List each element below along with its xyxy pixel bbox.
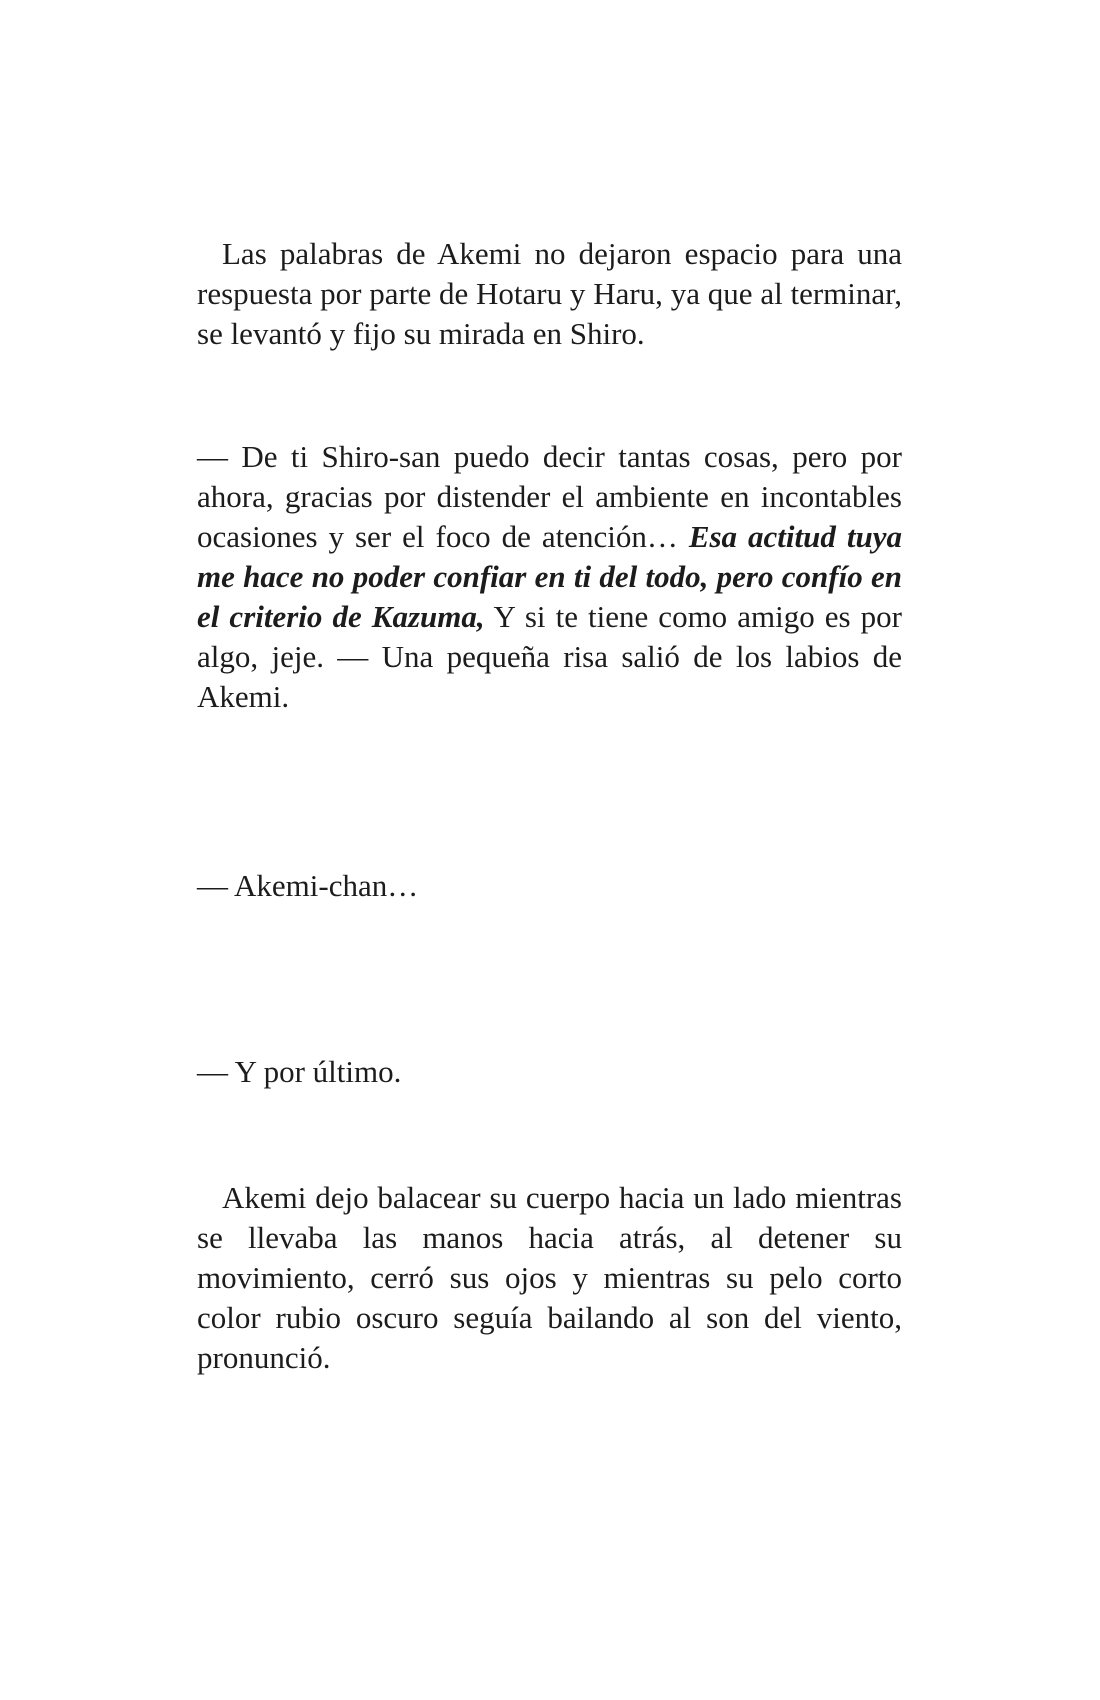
narration-paragraph: Las palabras de Akemi no dejaron espacio para una respuesta por parte de Hotaru y Haru, ya que al terminar, se levantó y fijo su mirada en Shiro. — [197, 236, 902, 351]
dialogue-emphasis: Esa actitud tuya me hace no poder confiar en ti del todo, pero confío en el criterio de Kazuma, — [197, 519, 902, 634]
dialogue-text-start: — De ti Shiro-san puedo decir tantas cosas, pero por ahora, gracias por distender el ambiente en incontables ocasiones y ser el foco de atención… — [197, 439, 902, 554]
dialogue-line-y-por-ultimo: — Y por último. — [197, 1054, 402, 1089]
dialogue-line-akemi-chan: — Akemi-chan… — [197, 868, 419, 903]
narration-paragraph-final: Akemi dejo balacear su cuerpo hacia un lado mientras se llevaba las manos hacia atrás, al detener su movimiento, cerró sus ojos y mientras su pelo corto color rubio oscuro seguía bailando al son del viento, pronunció. — [197, 1180, 902, 1375]
dialogue-text-end: Y si te tiene como amigo es por algo, jeje. — Una pequeña risa salió de los labios de Akemi. — [197, 599, 902, 714]
dialogue-paragraph-shiro — [197, 437, 902, 717]
